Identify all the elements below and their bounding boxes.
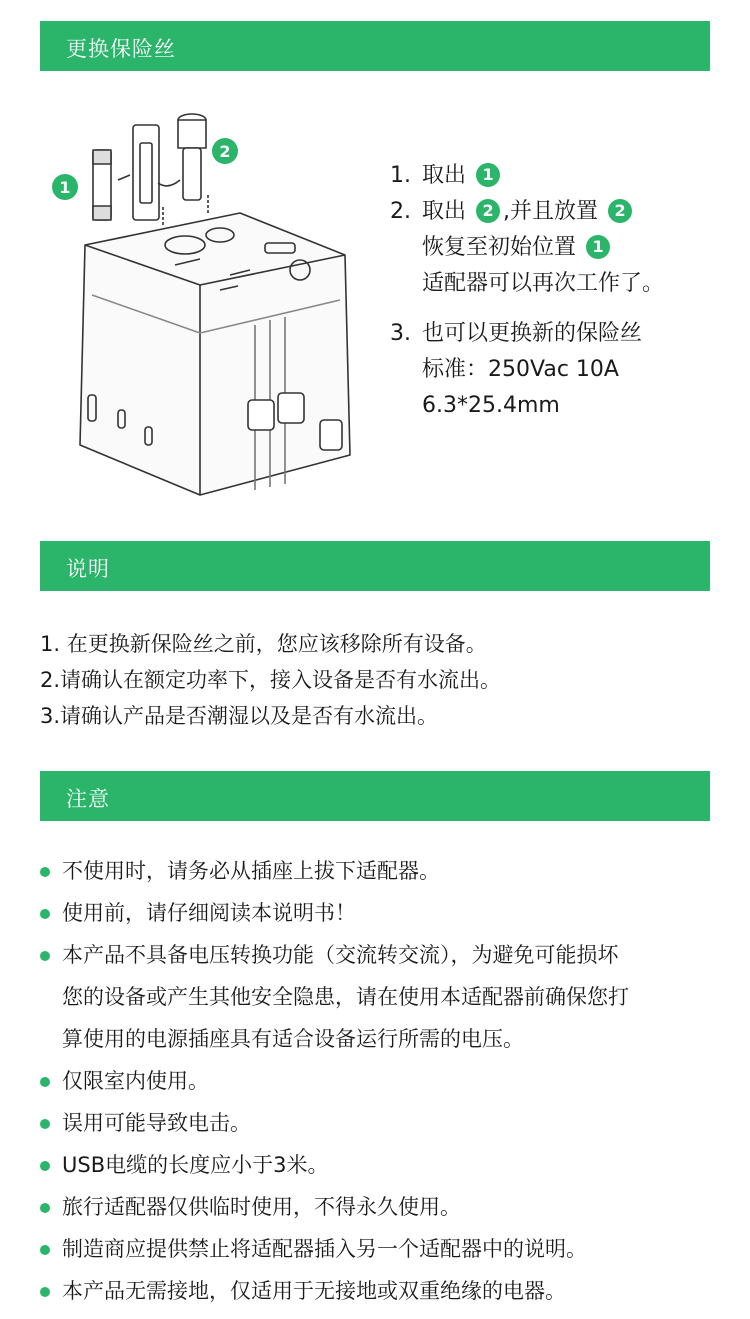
list-item: 使用前，请仔细阅读本说明书！ <box>40 892 720 934</box>
callout-2-icon: 2 <box>608 199 632 223</box>
list-item: 制造商应提供禁止将适配器插入另一个适配器中的说明。 <box>40 1228 720 1270</box>
list-item: 本产品不具备电压转换功能（交流转交流），为避免可能损坏 <box>40 934 720 976</box>
callout-1-icon: 1 <box>476 163 500 187</box>
list-item-continued: 您的设备或产生其他安全隐患，请在使用本适配器前确保您打 <box>62 985 629 1009</box>
list-item: 1. 在更换新保险丝之前，您应该移除所有设备。 <box>40 632 487 656</box>
step-2 <box>390 194 730 302</box>
warning-list <box>40 850 720 1312</box>
list-item: 旅行适配器仅供临时使用，不得永久使用。 <box>40 1186 720 1228</box>
bullet-icon <box>40 867 50 877</box>
step-text: 取出 <box>422 199 467 224</box>
bullet-icon <box>40 951 50 961</box>
step-text: 6.3*25.4mm <box>422 393 560 418</box>
bullet-icon <box>40 1287 50 1297</box>
section-title: 更换保险丝 <box>66 37 176 61</box>
section-header-fuse <box>40 21 710 71</box>
step-number: 3. <box>390 321 411 346</box>
callout-2-icon: 2 <box>476 199 500 223</box>
bullet-icon <box>40 1119 50 1129</box>
fuse-steps <box>390 158 730 424</box>
list-item-continued: 算使用的电源插座具有适合设备运行所需的电压。 <box>62 1027 524 1051</box>
bullet-icon <box>40 1245 50 1255</box>
step-3 <box>390 316 730 424</box>
list-item: USB电缆的长度应小于3米。 <box>40 1144 720 1186</box>
callout-1-label: 1 <box>59 178 71 197</box>
list-item: 3.请确认产品是否潮湿以及是否有水流出。 <box>40 704 439 728</box>
adapter-illustration <box>40 95 370 505</box>
list-item: 仅限室内使用。 <box>40 1060 720 1102</box>
step-text: 也可以更换新的保险丝 <box>422 321 643 346</box>
section-header-warning <box>40 771 710 821</box>
step-number: 2. <box>390 199 411 224</box>
list-item: 误用可能导致电击。 <box>40 1102 720 1144</box>
bullet-icon <box>40 1203 50 1213</box>
step-text: 标准：250Vac 10A <box>422 357 619 382</box>
section-title: 注意 <box>66 787 110 811</box>
list-item: 不使用时，请务必从插座上拔下适配器。 <box>40 850 720 892</box>
section-header-notes <box>40 541 710 591</box>
bullet-icon <box>40 1077 50 1087</box>
list-item: 2.请确认在额定功率下，接入设备是否有水流出。 <box>40 668 502 692</box>
step-text: 取出 <box>422 163 467 188</box>
callout-1-icon: 1 <box>586 235 610 259</box>
bullet-icon <box>40 909 50 919</box>
callout-2-label: 2 <box>219 142 231 161</box>
notes-list <box>40 626 501 734</box>
step-1 <box>390 158 730 194</box>
step-text: 适配器可以再次工作了。 <box>422 271 665 296</box>
bullet-icon <box>40 1161 50 1171</box>
step-number: 1. <box>390 163 411 188</box>
list-item: 本产品无需接地，仅适用于无接地或双重绝缘的电器。 <box>40 1270 720 1312</box>
section-title: 说明 <box>66 557 110 581</box>
step-text: 恢复至初始位置 <box>422 235 577 260</box>
step-text: ,并且放置 <box>503 199 599 224</box>
